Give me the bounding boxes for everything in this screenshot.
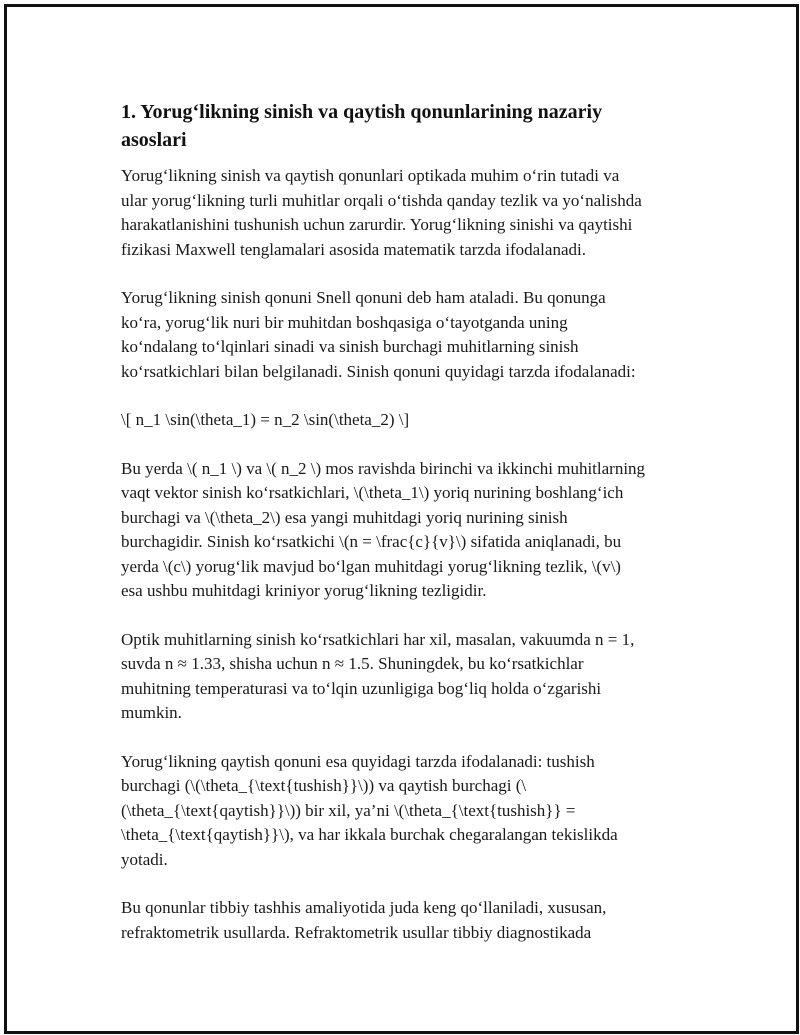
formula-text: \[ n_1 \sin(\theta_1) = n_2 \sin(\theta_2) \]	[121, 410, 410, 429]
section-title-line: 1. Yorug‘likning sinish va qaytish qonunlarining nazariy	[121, 101, 603, 123]
text-line: yerda \(c\) yorug‘lik mavjud bo‘lgan muhitdagi yorug‘likning tezlik, \(v\)	[121, 556, 621, 576]
text-line: burchagi va \(\theta_2\) esa yangi muhitdagi yoriq nurining sinish	[121, 507, 568, 527]
text-line: suvda n ≈ 1.33, shisha uchun n ≈ 1.5. Shuningdek, bu ko‘rsatkichlar	[121, 654, 584, 673]
text-line: yotadi.	[121, 849, 168, 869]
page-frame	[4, 4, 799, 1034]
text-line: refraktometrik usullarda. Refraktometrik usullar tibbiy diagnostikada	[121, 922, 592, 942]
text-line: Optik muhitlarning sinish ko‘rsatkichlari har xil, masalan, vakuumda n = 1,	[121, 629, 635, 649]
section-title	[121, 98, 711, 154]
text-line: ko‘ndalang to‘lqinlari sinadi va sinish burchagi muhitlarning sinish	[121, 337, 579, 356]
text-line: Yorug‘likning sinish va qaytish qonunlari optikada muhim o‘rin tutadi va	[121, 166, 620, 185]
text-line: esa ushbu muhitdagi kriniyor yorug‘likning tezligidir.	[121, 581, 487, 600]
text-line: burchagi (\(\theta_{\text{tushish}}\)) va qaytish burchagi (\	[121, 776, 527, 795]
paragraph-reflection-law	[121, 750, 711, 873]
text-line: ko‘ra, yorug‘lik nuri bir muhitdan boshqasiga o‘tayotganda uning	[121, 312, 568, 332]
text-line: Yorug‘likning qaytish qonuni esa quyidagi tarzda ifodalanadi: tushish	[121, 751, 595, 771]
section-title-line: asoslari	[121, 129, 187, 151]
text-line: ko‘rsatkichlari bilan belgilanadi. Sinish qonuni quyidagi tarzda ifodalanadi:	[121, 361, 636, 381]
text-line: ular yorug‘likning turli muhitlar orqali o‘tishda qanday tezlik va yo‘nalishda	[121, 190, 642, 210]
text-line: mumkin.	[121, 703, 182, 722]
paragraph-medical-usage	[121, 896, 711, 945]
text-line: \theta_{\text{qaytish}}\), va har ikkala burchak chegaralangan tekislikda	[121, 825, 618, 844]
paragraph-intro	[121, 164, 711, 262]
text-line: burchagidir. Sinish ko‘rsatkichi \(n = \frac{c}{v}\) sifatida aniqlanadi, bu	[121, 532, 622, 551]
snell-formula	[121, 408, 711, 433]
text-line: fizikasi Maxwell tenglamalari asosida matematik tarzda ifodalanadi.	[121, 239, 586, 259]
text-line: Bu qonunlar tibbiy tashhis amaliyotida juda keng qo‘llaniladi, xususan,	[121, 898, 607, 917]
paragraph-snell-law	[121, 286, 711, 384]
text-line: Bu yerda \( n_1 \) va \( n_2 \) mos ravishda birinchi va ikkinchi muhitlarning	[121, 458, 646, 478]
text-line: Yorug‘likning sinish qonuni Snell qonuni deb ham ataladi. Bu qonunga	[121, 288, 606, 307]
text-line: (\theta_{\text{qaytish}}\)) bir xil, ya’ni \(\theta_{\text{tushish}} =	[121, 800, 576, 820]
paragraph-refractive-indices	[121, 628, 711, 726]
text-line: vaqt vektor sinish ko‘rsatkichlari, \(\theta_1\) yoriq nurining boshlang‘ich	[121, 483, 624, 502]
text-line: harakatlanishini tushunish uchun zarurdir. Yorug‘likning sinishi va qaytishi	[121, 215, 633, 234]
document-body	[121, 98, 711, 969]
paragraph-definitions	[121, 457, 711, 604]
text-line: muhitning temperaturasi va to‘lqin uzunligiga bog‘liq holda o‘zgarishi	[121, 678, 602, 698]
